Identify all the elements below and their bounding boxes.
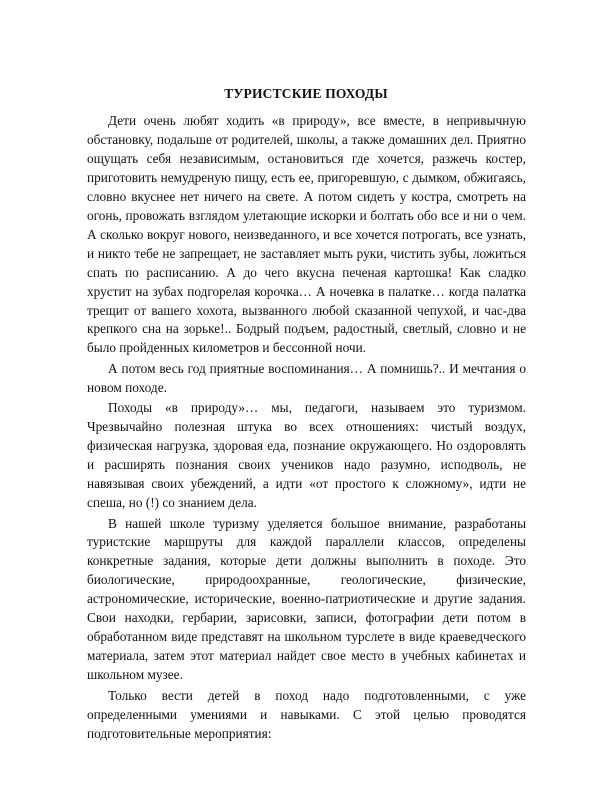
document-body — [87, 112, 526, 745]
paragraph-3: Походы «в природу»… мы, педагоги, называем это туризмом. Чрезвычайно полезная штука во всех отношениях: чистый воздух, физическая нагрузка, здоровая еда, познание окружающего. Но оздоровлять и расширять познания своих учеников надо разумно, исподволь, не навязывая своих убеждений, а идти «от простого к сложному», идти не спеша, но (!) со знанием дела. — [87, 400, 526, 511]
paragraph-2: А потом весь год приятные воспоминания… А помнишь?.. И мечтания о новом походе. — [87, 360, 526, 395]
paragraph-4: В нашей школе туризму уделяется большое внимание, разработаны туристские маршруты для каждой параллели классов, определены конкретные задания, которые дети должны выполнить в походе. Это биологические, природоохранные, геологические, физические, астрономические, исторические, военно-патриотические и другие задания. Свои находки, гербарии, зарисовки, записи, фотографии дети потом в обработанном виде представят на школьном турслете в виде краеведческого материала, затем этот материал найдет свое место в учебных кабинетах и школьном музее. — [87, 515, 526, 683]
paragraph-1: Дети очень любят ходить «в природу», все вместе, в непривычную обстановку, подальше от родителей, школы, а также домашних дел. Приятно ощущать себя независимым, остановиться где хочется, разжечь костер, приготовить немудреную пищу, есть ее, пригоревшую, с дымком, обжигаясь, словно вкуснее нет ничего на свете. А потом сидеть у костра, смотреть на огонь, провожать взглядом улетающие искорки и болтать обо все и ни о чем. А сколько вокруг нового, неизведанного, и все хочется потрогать, все узнать, и никто тебе не запрещает, не заставляет мыть руки, чистить зубы, ложиться спать по расписанию. А до чего вкусна печеная картошка! Как сладко хрустит на зубах подгорелая корочка… А ночевка в палатке… когда палатка трещит от вашего хохота, вызванного любой сказанной чепухой, и час-два крепкого сна на зорьке!.. Бодрый подъем, радостный, светлый, словно и не было пройденных километров и бессонной ночи. — [87, 113, 526, 356]
document-title: ТУРИСТСКИЕ ПОХОДЫ — [224, 86, 388, 101]
paragraph-5: Только вести детей в поход надо подготовленными, с уже определенными умениями и навыками. С этой целью проводятся подготовительные мероприятия: — [87, 687, 526, 741]
